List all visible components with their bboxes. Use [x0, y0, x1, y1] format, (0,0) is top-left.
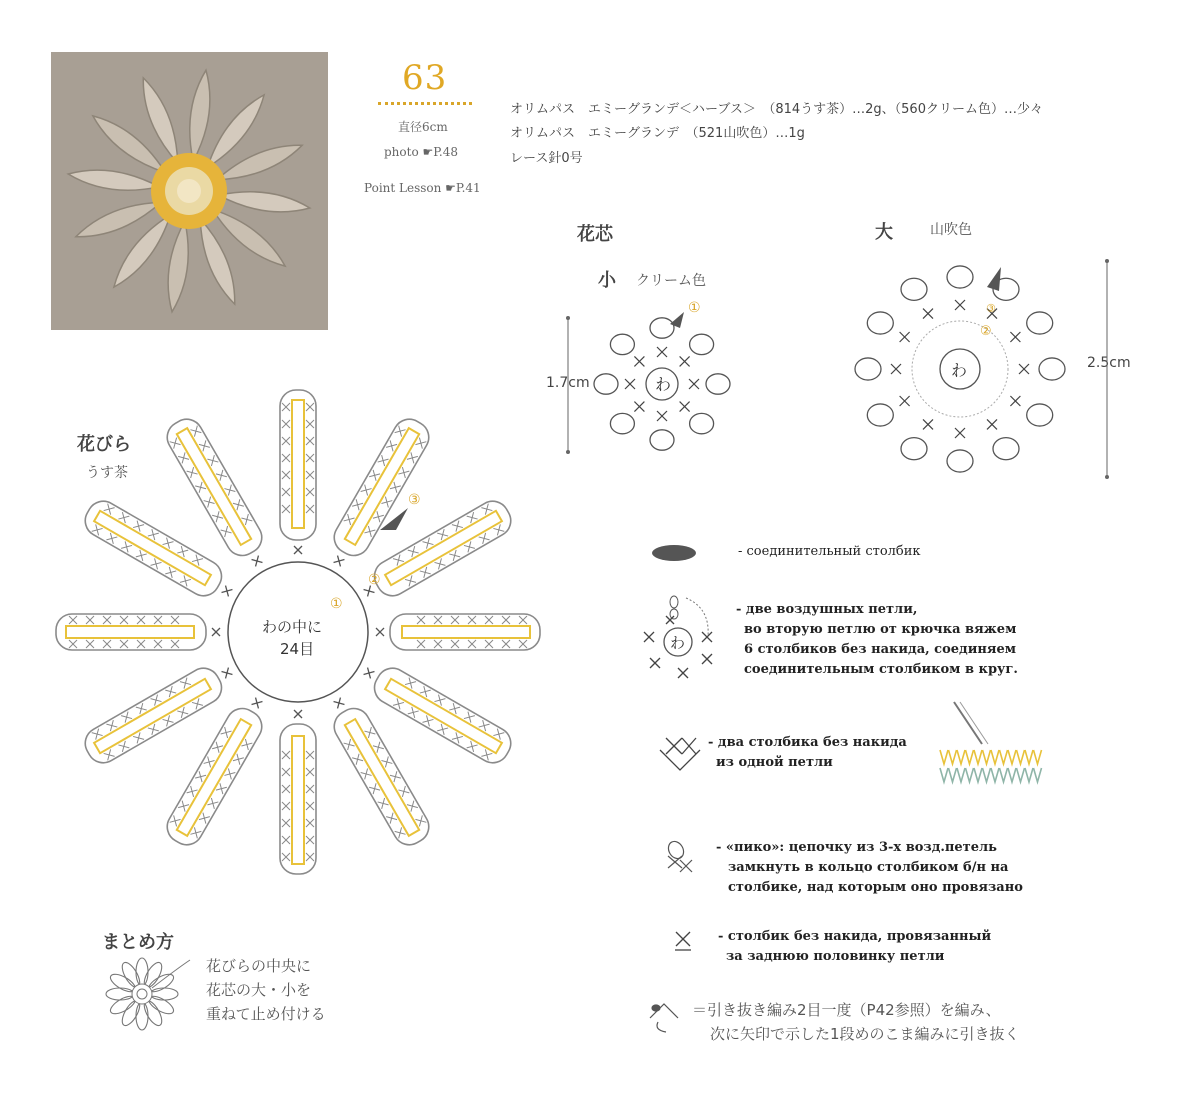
petal-yellow-chain	[177, 428, 251, 545]
petal	[280, 710, 316, 874]
petals-ring-line-2: 24目	[280, 640, 315, 658]
stitch-mark	[949, 750, 957, 764]
assembly-line-1: 花びらの中央に	[206, 957, 312, 975]
petal-yellow-chain	[345, 428, 419, 545]
stitch-mark	[983, 768, 991, 782]
footnote-line-2: 次に矢印で示した1段めのこま編みに引き抜く	[710, 1025, 1020, 1043]
small-ring-symbol: わ	[655, 375, 672, 394]
two-sc-illustration	[936, 698, 1048, 798]
stitch-mark	[991, 768, 999, 782]
small-center-label: 小	[598, 270, 616, 291]
stitch-mark	[1008, 768, 1016, 782]
petal-yellow-chain	[94, 511, 211, 585]
petal-yellow-chain	[385, 511, 502, 585]
legend-ring-line-2: во вторую петлю от крючка вяжем	[744, 622, 1017, 637]
petals-ring-line-1: わの中に	[262, 618, 323, 636]
footnote-line-1: ＝引き抜き編み2目一度（P42参照）を編み、	[692, 1001, 1001, 1019]
petal-yellow-chain	[292, 400, 304, 528]
picot	[901, 438, 927, 460]
base-stitch	[334, 556, 345, 567]
petals-title: 花びら	[77, 434, 131, 455]
petals-marker-1: ①	[330, 596, 343, 612]
legend-ring-line-4: соединительным столбиком в круг.	[744, 662, 1018, 677]
large-center-size: 2.5cm	[1087, 355, 1131, 371]
petal-yellow-chain	[402, 626, 530, 638]
stitch-mark	[1008, 750, 1016, 764]
legend-slip-stitch: - соединительный столбик	[738, 544, 921, 559]
picot	[947, 266, 973, 288]
petal-outline	[56, 614, 206, 650]
picot	[650, 430, 674, 450]
base-stitch	[222, 668, 233, 679]
stitch-mark	[940, 750, 948, 764]
stitch-mark	[940, 768, 948, 782]
ring-symbol-label: わ	[670, 634, 686, 652]
stitch-mark	[957, 768, 965, 782]
assembly-line-2: 花芯の大・小を	[206, 981, 312, 999]
picot	[1027, 312, 1053, 334]
stitch-mark	[1000, 768, 1008, 782]
legend-picot	[716, 838, 1023, 898]
petal-outline	[280, 724, 316, 874]
stitch-mark	[1017, 750, 1025, 764]
legend-ring-line-3: 6 столбиков без накида, соединяем	[744, 642, 1017, 657]
petal	[376, 614, 540, 650]
picot	[610, 334, 634, 354]
petal-yellow-chain	[292, 736, 304, 864]
legend-picot-line-2: замкнуть в кольцо столбиком б/н на	[728, 860, 1009, 875]
footnote-symbol	[644, 996, 692, 1036]
picot	[947, 450, 973, 472]
large-center-label: 大	[875, 222, 893, 243]
small-center-size: 1.7cm	[546, 375, 590, 391]
assembly-line-3: 重ねて止め付ける	[206, 1005, 326, 1023]
stitch-mark	[983, 750, 991, 764]
base-stitch	[364, 668, 375, 679]
stitch-mark	[1034, 768, 1042, 782]
legend-ring-line-1: - две воздушных петли,	[736, 602, 918, 617]
petal-yellow-chain	[94, 679, 211, 753]
petal-yellow-chain	[345, 719, 419, 836]
sketch-petal	[106, 988, 134, 1000]
large-center-diagram	[845, 255, 1125, 485]
legend-ring	[736, 600, 1018, 680]
two-sc-symbol	[656, 732, 706, 774]
picot	[867, 312, 893, 334]
petal	[56, 614, 220, 650]
petal	[79, 495, 239, 608]
legend-back-loop	[718, 927, 991, 967]
assembly-title: まとめ方	[102, 932, 174, 953]
stitch-mark	[966, 768, 974, 782]
petal	[357, 495, 517, 608]
picot	[855, 358, 881, 380]
assembly-text	[206, 954, 326, 1026]
picot	[1039, 358, 1065, 380]
slip-stitch-symbol	[650, 542, 700, 566]
base-stitch	[252, 556, 263, 567]
pattern-number: 63	[402, 58, 448, 98]
material-line-2: オリムパス エミーグランデ （521山吹色）…1g	[510, 126, 805, 141]
picot	[690, 413, 714, 433]
base-stitch	[334, 698, 345, 709]
legend-picot-line-1: - «пико»: цепочку из 3-х возд.петель	[716, 840, 997, 855]
stitch-mark	[957, 750, 965, 764]
legend-two-sc-line-2: из одной петли	[716, 755, 833, 770]
back-loop-sc-symbol	[672, 928, 696, 954]
picot	[706, 374, 730, 394]
legend-back-loop-line-1: - столбик без накида, провязанный	[718, 929, 992, 944]
picot	[993, 438, 1019, 460]
material-line-1: オリムパス エミーグランデ＜ハーブス＞ （814うす茶）…2g、（560クリーム色）…少々	[510, 102, 1043, 117]
stitch-mark	[1025, 768, 1033, 782]
petal-outline	[390, 614, 540, 650]
petal	[280, 390, 316, 554]
picot-symbol	[660, 838, 700, 878]
petal	[161, 413, 274, 573]
petal	[161, 691, 274, 851]
stitch-mark	[1025, 750, 1033, 764]
picot	[1027, 404, 1053, 426]
legend-back-loop-line-2: за заднюю половинку петли	[726, 949, 945, 964]
stitch-mark	[1034, 750, 1042, 764]
material-line-3: レース針0号	[510, 151, 583, 166]
large-center-color: 山吹色	[930, 222, 972, 238]
footnote-text	[692, 998, 1020, 1046]
petal	[357, 655, 517, 768]
petal-yellow-chain	[66, 626, 194, 638]
picot	[901, 278, 927, 300]
petals-color: うす茶	[86, 465, 128, 481]
picot	[610, 413, 634, 433]
petal-yellow-chain	[177, 719, 251, 836]
petal-outline	[280, 390, 316, 540]
base-stitch	[252, 698, 263, 709]
stitch-mark	[991, 750, 999, 764]
stitch-mark	[974, 768, 982, 782]
petal-yellow-chain	[385, 679, 502, 753]
legend-two-sc-line-1: - два столбика без накида	[708, 735, 907, 750]
stitch-mark	[1017, 768, 1025, 782]
legend-picot-line-3: столбике, над которым оно провязано	[728, 880, 1023, 895]
stitch-mark	[966, 750, 974, 764]
legend-two-sc	[708, 733, 907, 773]
small-center-color: クリーム色	[636, 273, 706, 289]
petals-marker-2: ②	[368, 572, 381, 588]
petal	[79, 655, 239, 768]
sketch-petal	[136, 1002, 148, 1030]
stitch-mark	[1000, 750, 1008, 764]
diameter-label: 直径6cm	[398, 120, 448, 134]
stitch-mark	[949, 768, 957, 782]
petal	[321, 691, 434, 851]
center-title: 花芯	[577, 224, 613, 245]
petals-marker-3: ③	[408, 492, 421, 508]
base-stitch	[222, 586, 233, 597]
sketch-petal	[150, 988, 178, 1000]
point-lesson-reference: Point Lesson ☛P.41	[364, 181, 481, 195]
assembly-flower-sketch	[86, 958, 198, 1034]
large-marker-3: ③	[986, 302, 996, 315]
small-marker-1: ①	[688, 300, 701, 316]
picot	[867, 404, 893, 426]
picot	[650, 318, 674, 338]
picot	[690, 334, 714, 354]
stitch-mark	[974, 750, 982, 764]
petals-diagram	[0, 0, 600, 900]
photo-reference: photo ☛P.48	[384, 145, 458, 159]
large-marker-2: ②	[980, 324, 992, 339]
large-ring-symbol: わ	[951, 361, 968, 380]
sketch-petal	[136, 958, 148, 986]
